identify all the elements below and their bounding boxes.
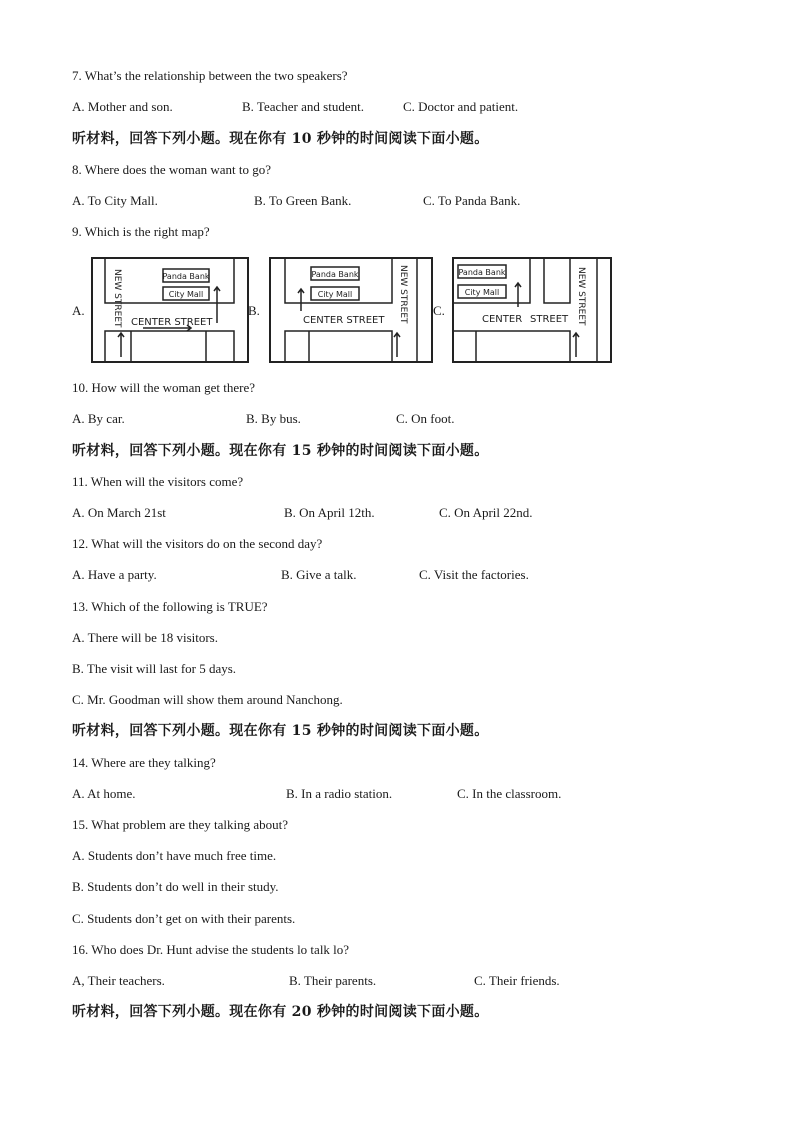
map-b-arrow-up-icon (298, 289, 304, 311)
q8-option-b[interactable]: B. To Green Bank. (254, 193, 352, 208)
q13-option-b[interactable]: B. The visit will last for 5 days. (72, 661, 237, 676)
q12-option-a[interactable]: A. Have a party. (72, 567, 157, 582)
q11-option-b[interactable]: B. On April 12th. (284, 505, 375, 520)
q13-option-c[interactable]: C. Mr. Goodman will show them around Nanchong. (72, 692, 343, 707)
q15-option-c[interactable]: C. Students don’t get on with their parents. (72, 911, 296, 926)
question-12: 12. What will the visitors do on the second day? (72, 536, 323, 551)
map-a-arrow-up-left-icon (118, 333, 124, 357)
question-15: 15. What problem are they talking about? (72, 817, 288, 832)
question-9: 9. Which is the right map? (72, 224, 210, 239)
question-16: 16. Who does Dr. Hunt advise the students lo talk lo? (72, 942, 350, 957)
map-a-center-street-label: CENTER STREET (131, 317, 213, 328)
q10-option-a[interactable]: A. By car. (72, 411, 125, 426)
q9-option-c[interactable]: C. (433, 303, 445, 318)
map-c-panda-bank-label: Panda Bank (458, 268, 506, 277)
map-a-block-bottom (105, 331, 234, 362)
map-c-arrow-up-right-icon (573, 333, 579, 357)
q9-option-a[interactable]: A. (72, 303, 85, 318)
map-c-street-label: STREET (530, 314, 569, 325)
q12-option-c[interactable]: C. Visit the factories. (419, 567, 529, 582)
map-c-block-bottom (453, 331, 570, 362)
map-b-panda-bank-label: Panda Bank (311, 270, 359, 279)
map-a-new-street-label: NEW STREET (112, 269, 122, 328)
map-b-new-street-label: NEW STREET (398, 265, 408, 324)
q7-option-b[interactable]: B. Teacher and student. (242, 99, 364, 114)
map-b-city-mall-label: City Mall (317, 290, 353, 299)
q8-option-a[interactable]: A. To City Mall. (72, 193, 158, 208)
q16-option-c[interactable]: C. Their friends. (474, 973, 560, 988)
q7-option-c[interactable]: C. Doctor and patient. (403, 99, 519, 114)
instruction-2: 听材料，回答下列小题。现在你有 15 秒钟的时间阅读下面小题。 (72, 443, 489, 459)
map-a-city-mall-label: City Mall (168, 290, 204, 299)
instruction-1: 听材料，回答下列小题。现在你有 10 秒钟的时间阅读下面小题。 (72, 131, 489, 147)
instruction-3: 听材料，回答下列小题。现在你有 15 秒钟的时间阅读下面小题。 (72, 723, 489, 739)
question-7: 7. What’s the relationship between the two speakers? (72, 68, 348, 83)
question-11: 11. When will the visitors come? (72, 474, 244, 489)
q13-option-a[interactable]: A. There will be 18 visitors. (72, 630, 218, 645)
map-c[interactable] (452, 257, 612, 363)
question-13: 13. Which of the following is TRUE? (72, 599, 268, 614)
q12-option-b[interactable]: B. Give a talk. (281, 567, 357, 582)
map-b-block-bottom (285, 331, 392, 362)
map-a-panda-bank-label: Panda Bank (162, 272, 210, 281)
map-a[interactable] (91, 257, 249, 363)
q11-option-c[interactable]: C. On April 22nd. (439, 505, 533, 520)
q15-option-b[interactable]: B. Students don’t do well in their study. (72, 879, 279, 894)
map-b-center-street-label: CENTER STREET (303, 315, 385, 326)
map-a-arrow-up-icon (214, 287, 220, 323)
map-c-city-mall-label: City Mall (464, 288, 500, 297)
q14-option-b[interactable]: B. In a radio station. (286, 786, 393, 801)
q8-option-c[interactable]: C. To Panda Bank. (423, 193, 521, 208)
q15-option-a[interactable]: A. Students don’t have much free time. (72, 848, 277, 863)
q7-option-a[interactable]: A. Mother and son. (72, 99, 173, 114)
question-8: 8. Where does the woman want to go? (72, 162, 272, 177)
map-b[interactable] (269, 257, 433, 363)
q9-option-b[interactable]: B. (248, 303, 260, 318)
instruction-4: 听材料，回答下列小题。现在你有 20 秒钟的时间阅读下面小题。 (72, 1004, 489, 1020)
q11-option-a[interactable]: A. On March 21st (72, 505, 166, 520)
q16-option-b[interactable]: B. Their parents. (289, 973, 377, 988)
map-c-center-label: CENTER (482, 314, 523, 325)
q14-option-a[interactable]: A. At home. (72, 786, 136, 801)
q16-option-a[interactable]: A, Their teachers. (72, 973, 165, 988)
question-10: 10. How will the woman get there? (72, 380, 256, 395)
map-b-arrow-up-right-icon (394, 333, 400, 357)
question-14: 14. Where are they talking? (72, 755, 216, 770)
map-a-block-dividers (131, 331, 206, 362)
q10-option-b[interactable]: B. By bus. (246, 411, 301, 426)
q14-option-c[interactable]: C. In the classroom. (457, 786, 562, 801)
q10-option-c[interactable]: C. On foot. (396, 411, 455, 426)
map-c-new-street-label: NEW STREET (576, 267, 586, 326)
